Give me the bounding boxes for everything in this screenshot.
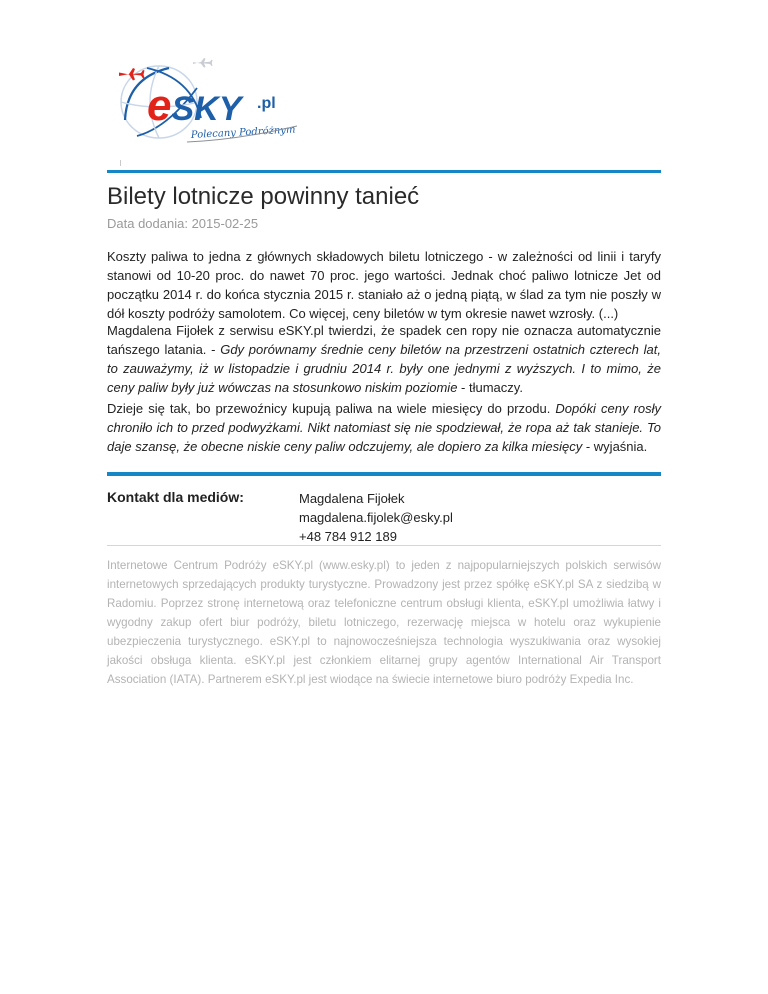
paragraph-3: [107, 399, 661, 456]
paragraph-3-quote: Dopóki ceny rosły chroniło ich to przed podwyżkami. Nikt natomiast się nie spodziewał, że ropa aż tak stanieje. To daje szansę, że obecne niskie ceny paliw odczujemy, ale dopiero za kilka miesięcy: [107, 401, 661, 454]
header-divider: [107, 170, 661, 173]
paragraph-2-end: - tłumaczy.: [457, 380, 523, 395]
logo-tagline: Polecany Podróżnym: [190, 124, 296, 141]
logo-domain: .pl: [257, 95, 276, 112]
paragraph-3-text: Dzieje się tak, bo przewoźnicy kupują paliwa na wiele miesięcy do przodu.: [107, 401, 556, 416]
esky-logo: [107, 58, 307, 150]
divider-tick: [120, 160, 121, 166]
contact-divider: [107, 472, 661, 476]
article-title: Bilety lotnicze powinny tanieć: [107, 183, 420, 210]
contact-details: [299, 489, 453, 546]
company-footer: Internetowe Centrum Podróży eSKY.pl (www.esky.pl) to jeden z najpopularniejszych polskich serwisów internetowych sprzedających produkty turystyczne. Prowadzony jest przez spółkę eSKY.pl SA z siedzibą w Radomiu. Poprzez stronę internetową oraz telefoniczne centrum obsługi klienta, eSKY.pl umożliwia łatwy i wygodny zakup ofert biur podróży, biletu lotniczego, rezerwację miejsca w hotelu oraz wykupienie ubezpieczenia turystycznego. eSKY.pl to najnowocześniejsza technologia wyszukiwania oraz wysokiej jakości obsługa klienta. eSKY.pl jest członkiem elitarnej grupy agentów International Air Transport Association (IATA). Partnerem eSKY.pl jest wiodące na świecie internetowe biuro podróży Expedia Inc.: [107, 559, 661, 686]
contact-name: Magdalena Fijołek: [299, 491, 405, 506]
paragraph-2: [107, 321, 661, 397]
logo-wordmark: eSKY: [147, 81, 242, 130]
contact-email[interactable]: magdalena.fijolek@esky.pl: [299, 510, 453, 525]
paragraph-2-text: Magdalena Fijołek z serwisu eSKY.pl twierdzi, że spadek cen ropy nie oznacza automatycznie tańszego latania. -: [107, 323, 661, 357]
contact-phone[interactable]: +48 784 912 189: [299, 529, 397, 544]
paragraph-1: Koszty paliwa to jedna z głównych składowych biletu lotniczego - w zależności od linii i taryfy stanowi od 10-20 proc. do nawet 70 proc. jego wartości. Jednak choć paliwo lotnicze Jet od początku 2014 r. do końca stycznia 2015 r. staniało aż o jedną piątą, w ślad za tym nie poszły w dół koszty podróży samolotem. Co więcej, ceny biletów w tym okresie nawet wzrosły. (...): [107, 249, 661, 321]
paragraph-2-quote: Gdy porównamy średnie ceny biletów na przestrzeni ostatnich czterech lat, to zauważymy, iż w listopadzie i grudniu 2014 r. były one jednymi z wyższych. I to mimo, że ceny paliw były już wówczas na stosunkowo niskim poziomie: [107, 342, 661, 395]
contact-label: Kontakt dla mediów:: [107, 489, 244, 505]
footer-divider: [107, 545, 661, 546]
paragraph-3-end: - wyjaśnia.: [582, 439, 648, 454]
article-date: Data dodania: 2015-02-25: [107, 216, 259, 231]
